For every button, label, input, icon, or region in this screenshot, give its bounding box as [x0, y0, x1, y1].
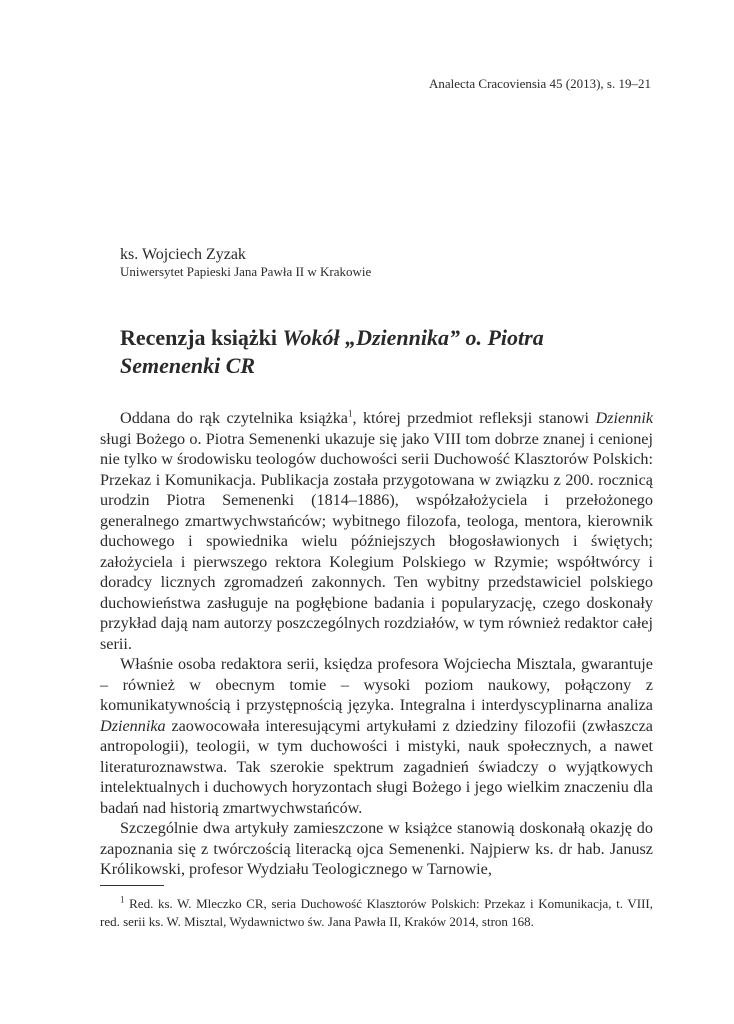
- title-book-name: Wokół „Dziennika” o. Piotra Semenenki CR: [120, 325, 544, 378]
- article-title: [120, 324, 640, 380]
- title-prefix: Recenzja książki: [120, 325, 283, 350]
- footnote-mark: 1: [120, 894, 125, 905]
- p1-text-mid: , której przedmiot refleksji stanowi: [352, 409, 596, 427]
- p2-text-rest: zaowocowała interesującymi artykułami z dziedziny filozofii (zwłaszcza antropologii), teologii, w tym duchowości i mistyki, nauk społecznych, a nawet literaturoznawstwa. Tak szerokie spektrum zagadnień świadczy o wyjątkowych intelektualnych i duchowych horyzontach sługi Bożego i jego wielkim znaczeniu dla badań nad historią zmartwychwstańców.: [100, 716, 653, 817]
- p1-text-start: Oddana do rąk czytelnika książka: [120, 409, 348, 427]
- paragraph-3: Szczególnie dwa artykuły zamieszczone w książce stanowią doskonałą okazję do zapoznania się z twórczością literacką ojca Semenenki. Najpierw ks. dr hab. Janusz Królikowski, profesor Wydziału Teologicznego w Tarnowie,: [100, 819, 653, 878]
- paragraph-2: [100, 654, 653, 818]
- p2-italic-title: Dziennika: [100, 716, 166, 735]
- p1-text-rest: sługi Bożego o. Piotra Semenenki ukazuje się jako VIII tom dobrze znanej i cenionej nie tylko w środowisku teologów duchowości serii Duchowość Klasztorów Polskich: Przekaz i Komunikacja. Publikacja została przygotowana w związku z 200. rocznicą urodzin Piotra Semenenki (1814–1886), współzałożyciela i przełożonego generalnego zmartwychwstańców; wybitnego filozofa, teologa, mentora, kierownik duchowego i spowiednika wielu późniejszych błogosławionych i świętych; założyciela i pierwszego rektora Kolegium Polskiego w Rzymie; współtwórcy i doradcy licznych zgromadzeń zakonnych. Ten wybitny przedstawiciel polskiego duchowieństwa zasługuje na pogłębione badania i popularyzację, czego doskonały przykład dają nam autorzy poszczególnych rozdziałów, w tym również redaktor całej serii.: [100, 429, 653, 653]
- footnote: [100, 895, 653, 931]
- article-body: [100, 408, 653, 880]
- paragraph-1: [100, 408, 653, 654]
- author-name: ks. Wojciech Zyzak: [120, 246, 246, 263]
- p1-italic-title: Dziennik: [595, 409, 654, 427]
- footnote-ref[interactable]: 1: [347, 408, 353, 419]
- p2-text-start: Właśnie osoba redaktora serii, księdza profesora Wojciecha Misztala, gwarantuje – również w obecnym tomie – wysoki poziom naukowy, połączony z komunikatywnością i przystępnością języka. Integralna i interdyscyplinarna analiza: [100, 655, 653, 714]
- footnote-text: Red. ks. W. Mleczko CR, seria Duchowość Klasztorów Polskich: Przekaz i Komunikacja, t. VIII, red. serii ks. W. Misztal, Wydawnictwo św. Jana Pawła II, Kraków 2014, stron 168.: [100, 896, 653, 929]
- author-affiliation: Uniwersytet Papieski Jana Pawła II w Krakowie: [120, 264, 372, 279]
- footnote-divider: [100, 885, 164, 886]
- running-head: Analecta Cracoviensia 45 (2013), s. 19–21: [428, 76, 651, 91]
